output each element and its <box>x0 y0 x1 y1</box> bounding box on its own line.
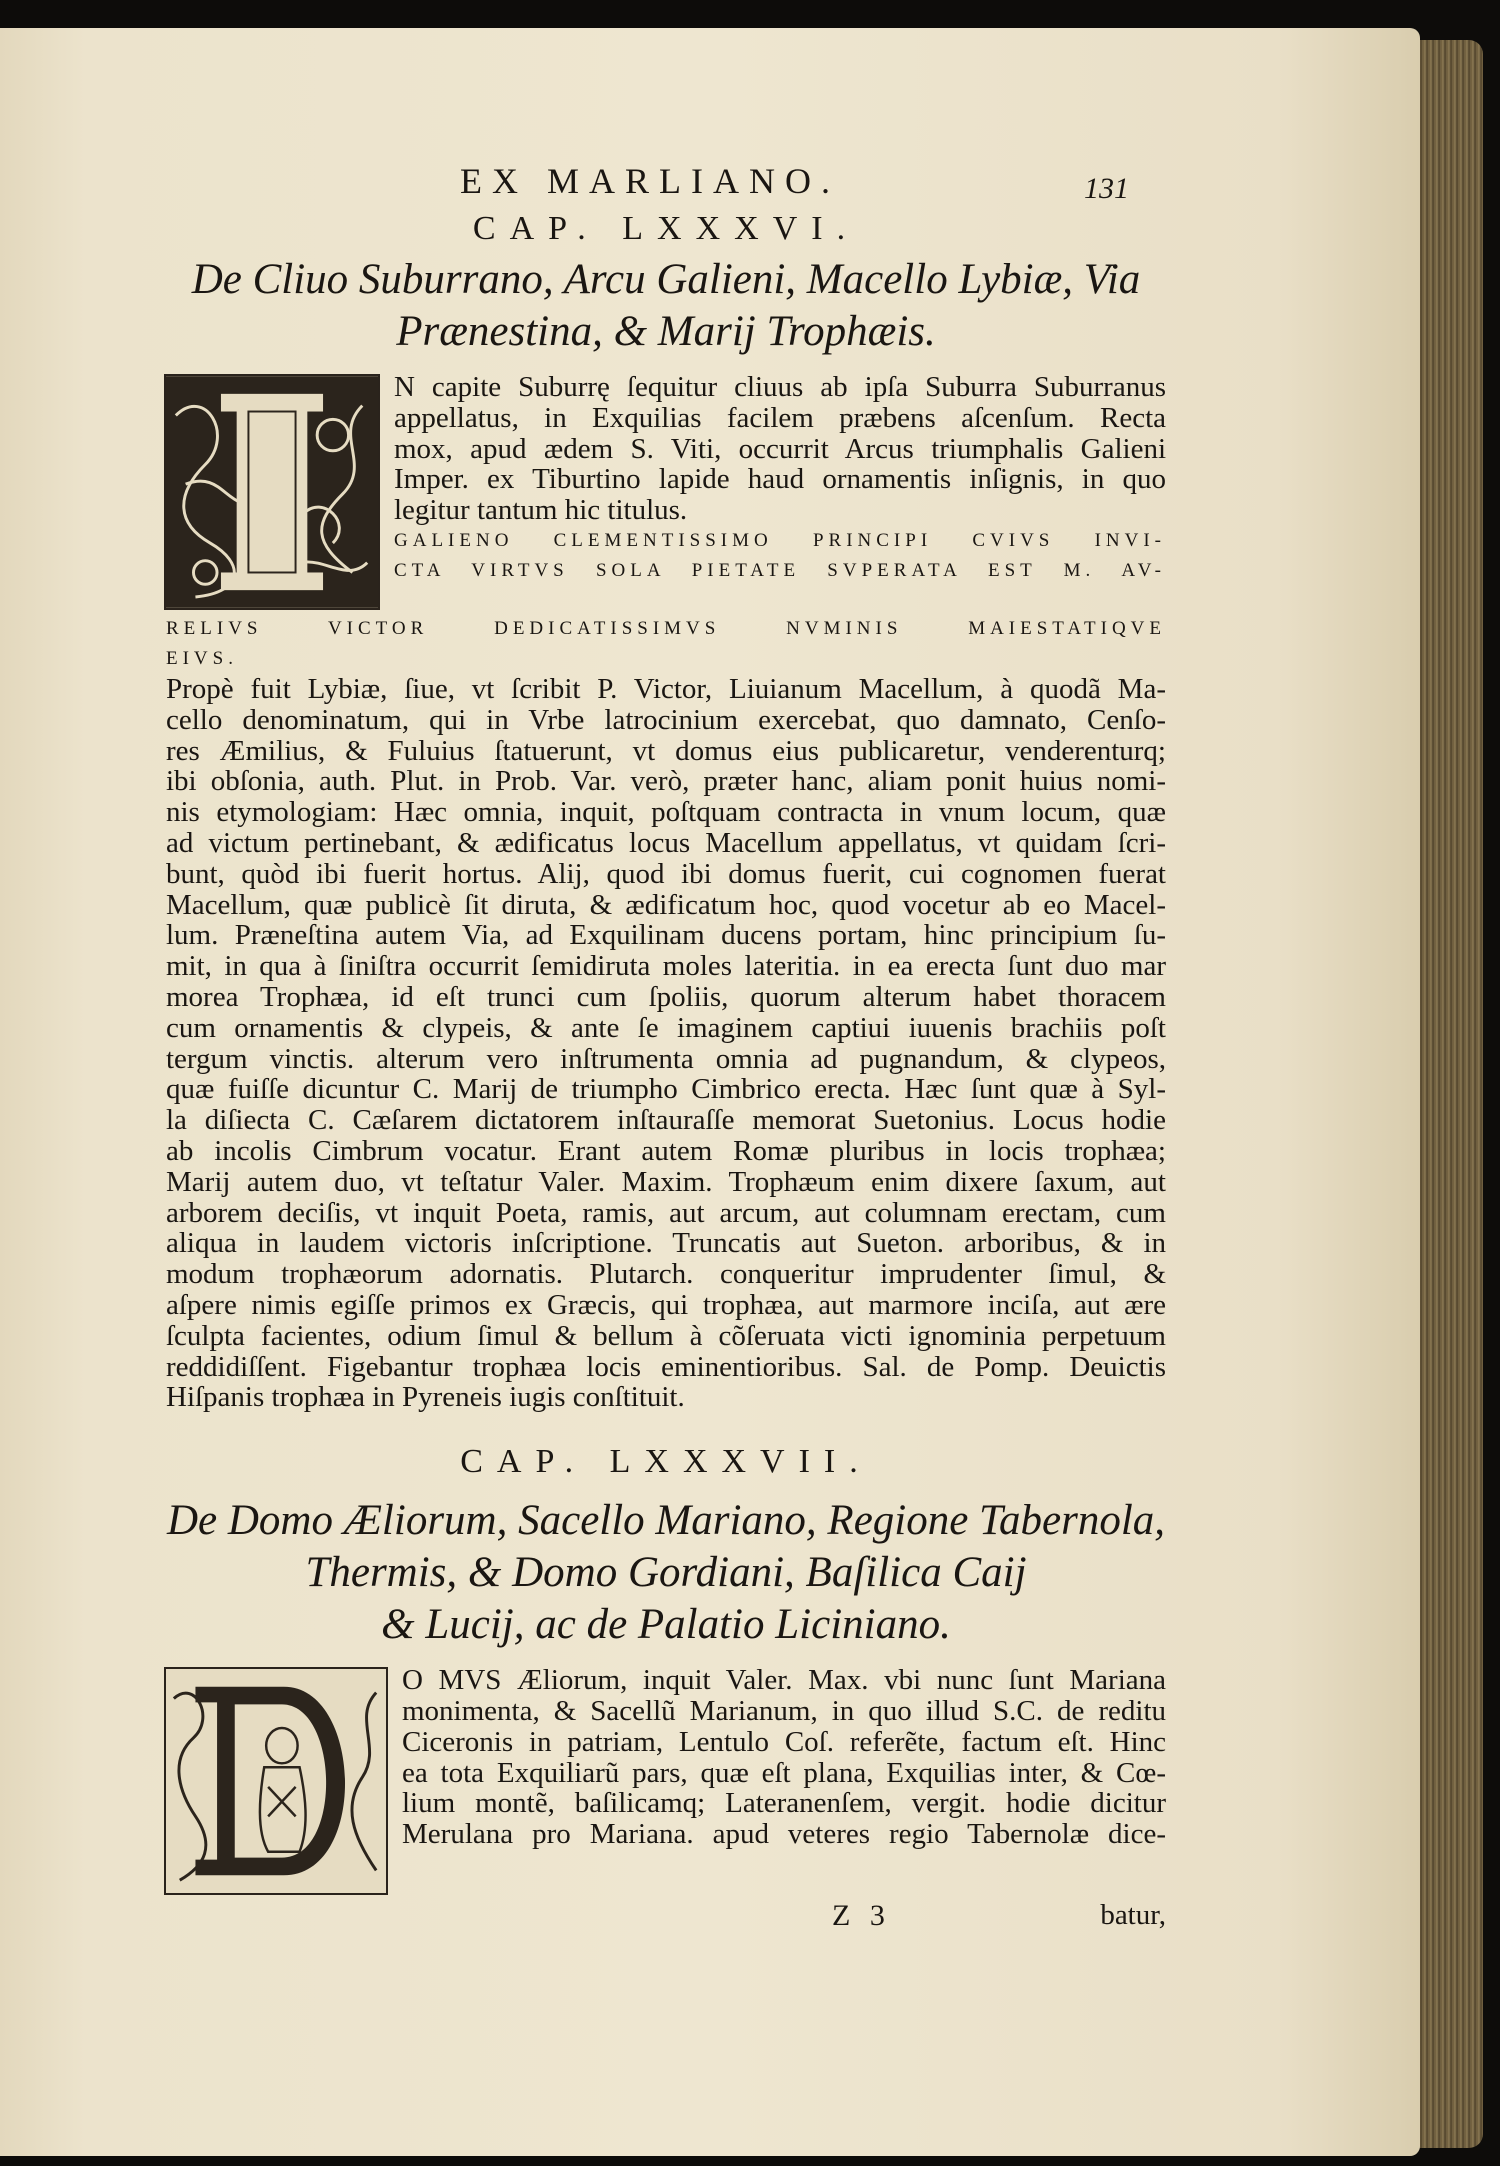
text-line: appellatus, in Exquilias facilem præbens aſcenſum. Recta <box>394 401 1166 434</box>
text-line: lum. Præneſtina autem Via, ad Exquilinam ducens portam, hinc principium ſu- <box>166 919 1166 952</box>
chapter-86-label: CAP. LXXXVI. <box>472 210 860 247</box>
text-line: ibi obſonia, auth. Plut. in Prob. Var. verò, præter hanc, aliam ponit huius nomi- <box>166 765 1166 798</box>
inscription-line: RELIVS VICTOR DEDICATISSIMVS NVMINIS MAIESTATIQVE <box>166 618 1166 639</box>
text-line: nis etymologiam: Hæc omnia, inquit, poſtquam contracta in vnum locum, quæ <box>166 796 1166 829</box>
text-line: aliqua in laudem victoris inſcriptione. Truncatis aut Sueton. arboribus, & in <box>166 1227 1166 1260</box>
text-line: ad victum pertinebant, & ædificatus locus Macellum appellatus, vt quidam ſcri- <box>166 826 1166 859</box>
text-line: bunt, quòd ibi fuerit hortus. Alij, quod ibi domus fuerit, cui cognomen fuerat <box>166 857 1166 890</box>
text-line: lium montẽ, baſilicamq; Lateranenſem, vergit. hodie dicitur <box>402 1787 1166 1820</box>
text-block <box>166 160 1166 1933</box>
text-line: N capite Suburrę ſequitur cliuus ab ipſa Suburra Suburranus <box>394 371 1166 403</box>
inscription-line: EIVS. <box>166 648 238 669</box>
text-line: Propè fuit Lybiæ, ſiue, vt ſcribit P. Victor, Liuianum Macellum, à quodã Ma- <box>166 673 1166 705</box>
text-line: mox, apud ædem S. Viti, occurrit Arcus triumphalis Galieni <box>394 432 1166 465</box>
page-footer <box>166 1899 1166 1933</box>
heading-line: De Domo Æliorum, Sacello Mariano, Regione Tabernola, <box>166 1497 1166 1545</box>
text-line: aſpere nimis egiſſe primos ex Græcis, qui trophæa, aut marmore inciſa, aut ære <box>166 1288 1166 1321</box>
heading-line: Thermis, & Domo Gordiani, Baſilica Caij <box>305 1549 1027 1597</box>
chapter-86-heading <box>166 254 1166 358</box>
text-line: Marij autem duo, vt teſtatur Valer. Maxim. Trophæum enim dixere ſaxum, aut <box>166 1165 1166 1198</box>
decorated-initial-d-icon <box>164 1667 388 1895</box>
text-line: Merulana pro Mariana. apud veteres regio Tabernolæ dice- <box>402 1818 1166 1851</box>
page-number: 131 <box>1084 172 1129 205</box>
heading-line: Prænestina, & Marij Trophæis. <box>396 308 936 355</box>
text-line: quæ fuiſſe dicuntur C. Marij de triumpho Cimbrico erecta. Hæc ſunt quæ à Syl- <box>166 1073 1166 1106</box>
text-line: mit, in qua à ſiniſtra occurrit ſemidiruta moles lateritia. in ea erecta ſunt duo mar <box>166 950 1166 983</box>
text-line: ab incolis Cimbrum vocatur. Erant autem Romæ pluribus in locis trophæa; <box>166 1134 1166 1167</box>
text-line: ea tota Exquiliarũ pars, quæ eſt plana, Exquilias inter, & Cœ- <box>402 1756 1166 1789</box>
text-line: Imper. ex Tiburtino lapide haud ornamentis inſignis, in quo <box>394 463 1166 496</box>
heading-line: & Lucij, ac de Palatio Liciniano. <box>381 1601 951 1649</box>
text-line: Macellum, quæ publicè ſit diruta, & ædificatum hoc, quod vocetur ab eo Macel- <box>166 888 1166 921</box>
chapter-87-body <box>166 1665 1166 1899</box>
text-line: Ciceronis in patriam, Lentulo Coſ. referẽte, factum eſt. Hinc <box>402 1725 1166 1758</box>
text-line: la diſiecta C. Cæſarem dictatorem inſtauraſſe memorat Suetonius. Locus hodie <box>166 1104 1166 1137</box>
text-line: res Æmilius, & Fuluius ſtatuerunt, vt domus eius publicaretur, venderenturq; <box>166 734 1166 767</box>
running-head <box>166 160 1166 206</box>
chapter-86-body <box>166 372 1166 1413</box>
inscription-line: CTA VIRTVS SOLA PIETATE SVPERATA EST M. AV- <box>394 559 1166 581</box>
text-line: O MVS Æliorum, inquit Valer. Max. vbi nunc ſunt Mariana <box>402 1664 1166 1697</box>
text-line: arborem deciſis, vt inquit Poeta, ramis, aut arcum, aut columnam erectam, cum <box>166 1196 1166 1229</box>
text-line: cum ornamentis & clypeis, & ante ſe imaginem captiui iuuenis brachiis poſt <box>166 1011 1166 1044</box>
text-line: reddidiſſent. Figebantur trophæa locis eminentioribus. Sal. de Pomp. Deuictis <box>166 1350 1166 1383</box>
text-line: cello denominatum, qui in Vrbe latrocinium exercebat, quo damnato, Cenſo- <box>166 703 1166 736</box>
text-line: modum trophæorum adornatis. Plutarch. conqueritur imprudenter ſimul, & <box>166 1258 1166 1291</box>
chapter-87-heading <box>166 1495 1166 1651</box>
decorated-initial-i-icon <box>164 374 380 610</box>
catchword: batur, <box>1100 1899 1166 1932</box>
text-line: morea Trophæa, id eſt trunci cum ſpoliis, quorum alterum habet thoracem <box>166 980 1166 1013</box>
text-line: Hiſpanis trophæa in Pyreneis iugis conſtituit. <box>166 1381 685 1414</box>
heading-line: De Cliuo Suburrano, Arcu Galieni, Macello Lybiæ, Via <box>191 256 1141 303</box>
chapter-87-label: CAP. LXXXVII. <box>460 1443 872 1481</box>
text-line: monimenta, & Sacellũ Marianum, in quo illud S.C. de reditu <box>402 1694 1166 1727</box>
inscription-line: GALIENO CLEMENTISSIMO PRINCIPI CVIVS INVI- <box>394 529 1166 551</box>
signature-mark: Z 3 <box>832 1899 891 1933</box>
text-line: ſculpta facientes, odium ſimul & bellum à cõſeruata victi ignominia perpetuum <box>166 1319 1166 1352</box>
running-head-title: EX MARLIANO. <box>460 161 840 201</box>
text-line: legitur tantum hic titulus. <box>394 494 688 527</box>
text-line: tergum vinctis. alterum vero inſtrumenta omnia ad pugnandum, & clypeos, <box>166 1042 1166 1075</box>
